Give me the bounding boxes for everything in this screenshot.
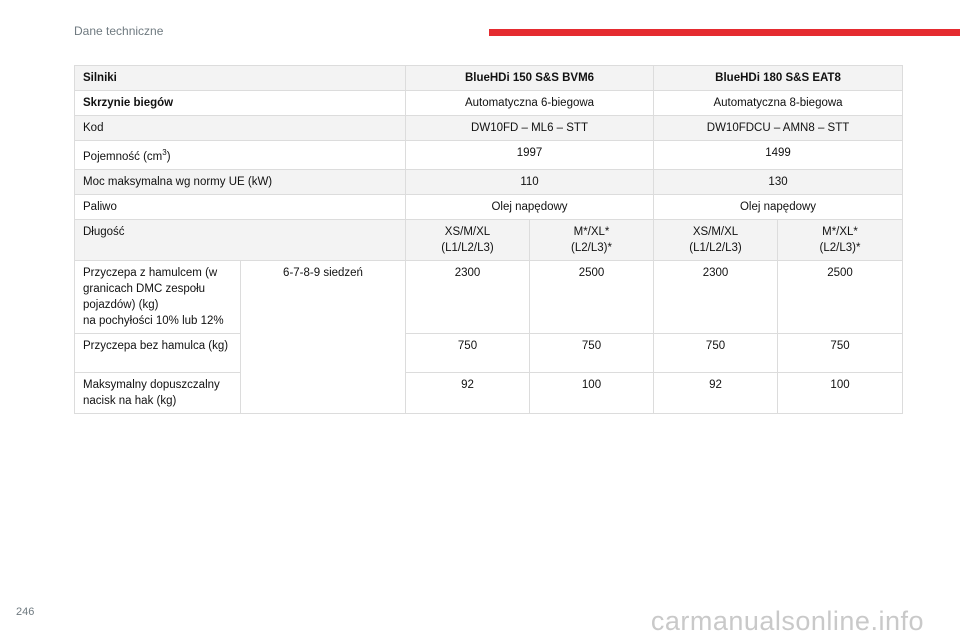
unbraked-trailer-value-4: 750 [778,333,903,372]
section-title: Dane techniczne [74,24,164,38]
fuel-label: Paliwo [75,194,406,219]
capacity-label-main: Pojemność (cm [83,150,163,163]
code-value-2: DW10FDCU – AMN8 – STT [654,116,903,141]
braked-trailer-value-1: 2300 [406,260,530,333]
towbar-load-value-3: 92 [654,372,778,413]
unbraked-trailer-label: Przyczepa bez hamulca (kg) [75,333,241,372]
braked-trailer-label: Przyczepa z hamulcem (w granicach DMC zespołu pojazdów) (kg) na pochyłości 10% lub 12% [75,260,241,333]
capacity-label-superscript: 3 [162,148,167,157]
gearbox-value-2: Automatyczna 8-biegowa [654,91,903,116]
watermark: carmanualsonline.info [650,606,924,636]
seats-label: 6-7-8-9 siedzeń [241,260,406,413]
page-number: 246 [16,606,35,618]
unbraked-trailer-value-2: 750 [530,333,654,372]
engine-spec-table [74,65,903,414]
braked-trailer-value-4: 2500 [778,260,903,333]
towbar-load-label: Maksymalny dopuszczalny nacisk na hak (kg) [75,372,241,413]
braked-trailer-value-2: 2500 [530,260,654,333]
engine-1-name: BlueHDi 150 S&S BVM6 [406,66,654,91]
section-accent-bar [489,29,960,36]
table-row-power [75,169,903,194]
table-row-fuel [75,194,903,219]
code-value-1: DW10FD – ML6 – STT [406,116,654,141]
towbar-load-value-4: 100 [778,372,903,413]
towbar-load-value-2: 100 [530,372,654,413]
power-label: Moc maksymalna wg normy UE (kW) [75,169,406,194]
length-variant-1: XS/M/XL (L1/L2/L3) [406,219,530,260]
gearbox-label: Skrzynie biegów [75,91,406,116]
fuel-value-1: Olej napędowy [406,194,654,219]
unbraked-trailer-value-1: 750 [406,333,530,372]
capacity-value-2: 1499 [654,141,903,170]
engines-header-label: Silniki [75,66,406,91]
length-variant-2: M*/XL* (L2/L3)* [530,219,654,260]
length-variant-3: XS/M/XL (L1/L2/L3) [654,219,778,260]
table-row-unbraked-trailer [75,333,903,372]
table-row-capacity [75,141,903,170]
capacity-label [75,141,406,170]
code-label: Kod [75,116,406,141]
unbraked-trailer-value-3: 750 [654,333,778,372]
towbar-load-value-1: 92 [406,372,530,413]
table-row-towbar-load [75,372,903,413]
length-label: Długość [75,219,406,260]
power-value-2: 130 [654,169,903,194]
table-header-row [75,66,903,91]
table-row-code [75,116,903,141]
length-variant-4: M*/XL* (L2/L3)* [778,219,903,260]
capacity-value-1: 1997 [406,141,654,170]
table-row-length [75,219,903,260]
engine-2-name: BlueHDi 180 S&S EAT8 [654,66,903,91]
gearbox-value-1: Automatyczna 6-biegowa [406,91,654,116]
table-row-braked-trailer [75,260,903,333]
braked-trailer-value-3: 2300 [654,260,778,333]
table-row-gearbox [75,91,903,116]
power-value-1: 110 [406,169,654,194]
fuel-value-2: Olej napędowy [654,194,903,219]
capacity-label-end: ) [166,150,171,163]
